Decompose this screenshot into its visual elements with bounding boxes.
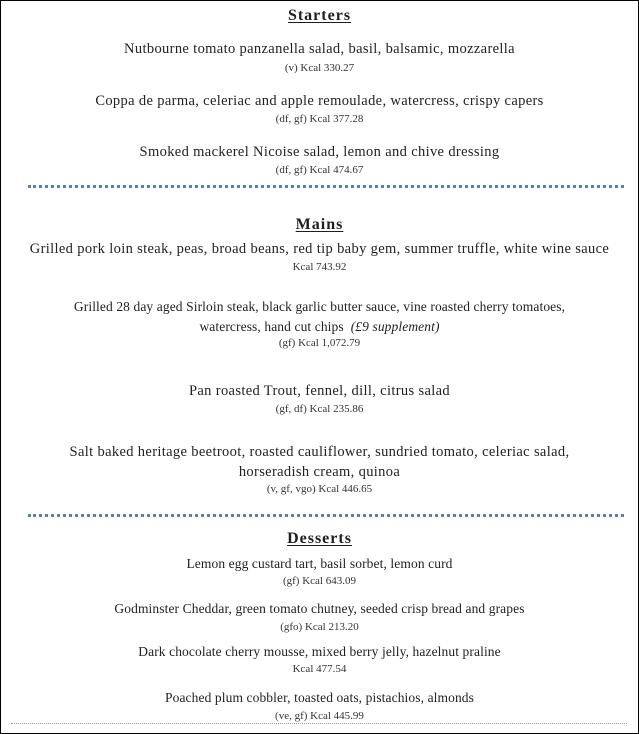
main-item-name-line2: watercress, hand cut chips	[199, 319, 344, 334]
main-item-name: Grilled 28 day aged Sirloin steak, black garlic butter sauce, vine roasted cherry tomatoes,	[73, 299, 566, 314]
mains-heading: Mains	[295, 216, 344, 233]
dessert-item-name: Lemon egg custard tart, basil sorbet, lemon curd	[186, 556, 453, 571]
dessert-item-info: (gf) Kcal 643.09	[282, 575, 356, 587]
main-item-info: (v, gf, vgo) Kcal 446.65	[266, 483, 373, 495]
main-item-info: (gf, df) Kcal 235.86	[275, 403, 364, 415]
dessert-item-name: Poached plum cobbler, toasted oats, pistachios, almonds	[164, 690, 475, 705]
dessert-item-name: Dark chocolate cherry mousse, mixed berry jelly, hazelnut praline	[138, 644, 501, 659]
desserts-heading: Desserts	[287, 530, 352, 547]
supplement-note: (£9 supplement)	[350, 319, 440, 334]
dessert-item-info: (ve, gf) Kcal 445.99	[275, 710, 364, 722]
section-divider	[28, 514, 624, 517]
starter-item-info: (df, gf) Kcal 377.28	[275, 113, 364, 125]
starter-item-name: Smoked mackerel Nicoise salad, lemon and chive dressing	[139, 144, 500, 160]
dessert-item-name: Godminster Cheddar, green tomato chutney, seeded crisp bread and grapes	[114, 601, 525, 616]
starter-item-name: Coppa de parma, celeriac and apple remoulade, watercress, crispy capers	[95, 93, 544, 109]
main-item-name: Grilled pork loin steak, peas, broad beans, red tip baby gem, summer truffle, white wine sauce	[29, 241, 610, 257]
main-item-name: Salt baked heritage beetroot, roasted cauliflower, sundried tomato, celeriac salad,	[69, 444, 570, 460]
starter-item-name: Nutbourne tomato panzanella salad, basil, balsamic, mozzarella	[124, 41, 515, 57]
main-item-info: (gf) Kcal 1,072.79	[278, 337, 361, 349]
dessert-item-info: Kcal 477.54	[292, 663, 347, 675]
starter-item-info: (df, gf) Kcal 474.67	[275, 164, 364, 176]
dessert-item-info: (gfo) Kcal 213.20	[280, 621, 359, 633]
starters-heading: Starters	[287, 7, 352, 24]
main-item-name-line2: horseradish cream, quinoa	[238, 464, 401, 480]
main-item-name-cont	[1, 319, 638, 335]
section-divider	[28, 185, 624, 188]
main-item-info: Kcal 743.92	[292, 261, 347, 273]
bottom-rule	[11, 723, 627, 724]
starter-item-info: (v) Kcal 330.27	[284, 62, 355, 74]
main-item-name: Pan roasted Trout, fennel, dill, citrus salad	[188, 383, 450, 399]
